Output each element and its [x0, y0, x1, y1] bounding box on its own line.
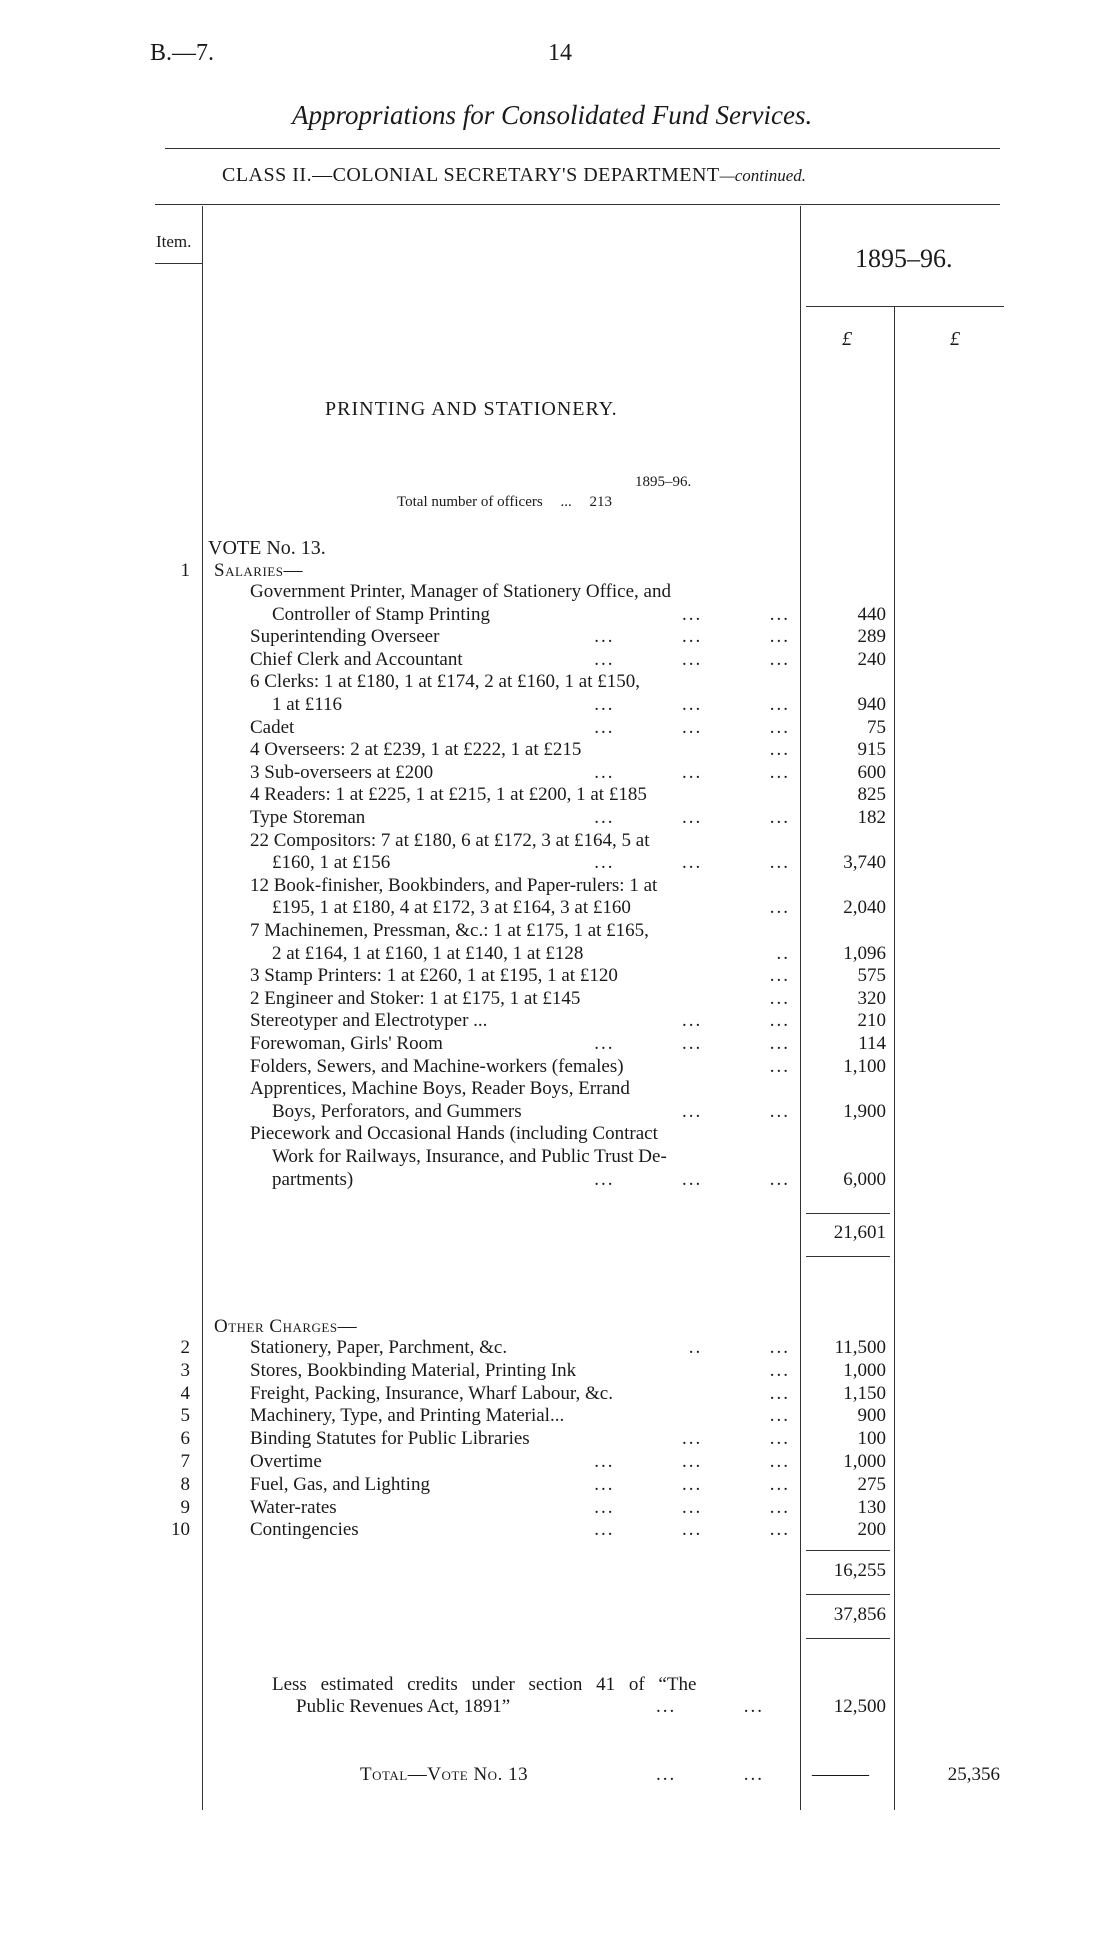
salary-line-text: 12 Book-finisher, Bookbinders, and Paper-rulers: 1 at: [250, 875, 658, 896]
credits-line-1: Less estimated credits under section 41 of “The: [272, 1674, 697, 1695]
salary-line-text: £160, 1 at £156: [272, 852, 391, 873]
salary-line-text: Government Printer, Manager of Stationery Office, and: [250, 581, 671, 602]
other-charges-heading: Other Charges—: [214, 1316, 358, 1337]
other-charge-item-number: 9: [180, 1497, 190, 1518]
item-column-header: Item.: [156, 232, 192, 251]
page-title: Appropriations for Consolidated Fund Services.: [292, 100, 813, 130]
officers-line: [397, 494, 612, 511]
other-charge-item-number: 6: [180, 1428, 190, 1449]
officers-label: Total number of officers: [397, 494, 543, 510]
salary-line-amount: 2,040: [843, 897, 886, 918]
salaries-subtotal-rule-under: [806, 1256, 890, 1257]
vote-heading: VOTE No. 13.: [208, 537, 326, 559]
salary-line-amount: 3,740: [843, 852, 886, 873]
salary-line-text: Work for Railways, Insurance, and Public Trust De-: [272, 1146, 667, 1167]
other-charge-item-number: 5: [180, 1405, 190, 1426]
other-charge-amount: 130: [857, 1497, 886, 1518]
other-charge-amount: 1,000: [843, 1451, 886, 1472]
salary-line-dots: ... ... ...: [594, 762, 790, 783]
gross-total: 37,856: [833, 1604, 886, 1625]
salary-line-text: 4 Overseers: 2 at £239, 1 at £222, 1 at £215: [250, 739, 582, 760]
salaries-subtotal: 21,601: [833, 1222, 886, 1243]
pound-column-left: £: [842, 328, 852, 350]
salary-line-amount: 1,100: [843, 1056, 886, 1077]
other-charge-text: Stationery, Paper, Parchment, &c.: [250, 1337, 508, 1358]
salary-line-amount: 210: [857, 1010, 886, 1031]
class-heading: [222, 164, 806, 187]
other-charge-text: Contingencies: [250, 1519, 359, 1540]
other-charge-dots: ...: [769, 1383, 790, 1404]
salary-line-dots: ... ... ...: [594, 852, 790, 873]
salary-line-amount: 940: [857, 694, 886, 715]
salary-line-amount: 75: [867, 717, 886, 738]
other-charge-text: Freight, Packing, Insurance, Wharf Labour, &c.: [250, 1383, 613, 1404]
officers-dots: ...: [560, 494, 572, 510]
other-charge-item-number: 3: [180, 1360, 190, 1381]
salary-line-dots: ... ... ...: [594, 1169, 790, 1190]
salary-line-dots: ... ... ...: [594, 717, 790, 738]
salary-line-text: Piecework and Occasional Hands (including Contract: [250, 1123, 658, 1144]
officers-year: 1895–96.: [635, 474, 692, 490]
salary-line-text: Forewoman, Girls' Room: [250, 1033, 443, 1054]
other-charge-text: Machinery, Type, and Printing Material...: [250, 1405, 565, 1426]
other-charge-item-number: 8: [180, 1474, 190, 1495]
salary-line-text: 2 Engineer and Stoker: 1 at £175, 1 at £145: [250, 988, 581, 1009]
credits-line-2: Public Revenues Act, 1891”: [296, 1696, 511, 1717]
salary-line-text: £195, 1 at £180, 4 at £172, 3 at £164, 3 at £160: [272, 897, 631, 918]
salaries-item-number: 1: [180, 560, 190, 581]
other-charge-text: Overtime: [250, 1451, 322, 1472]
salary-line-amount: 440: [857, 604, 886, 625]
salary-line-text: 22 Compositors: 7 at £180, 6 at £172, 3 at £164, 5 at: [250, 830, 650, 851]
salary-line-amount: 320: [857, 988, 886, 1009]
salary-line-dots: ...: [769, 965, 790, 986]
other-subtotal-rule: [806, 1550, 890, 1551]
page-number: 14: [548, 40, 572, 66]
salary-line-text: 1 at £116: [272, 694, 343, 715]
amount-column-left-rule: [800, 206, 801, 1810]
other-charge-item-number: 10: [171, 1519, 190, 1540]
gross-total-rule-under: [806, 1638, 890, 1639]
item-header-rule: [155, 263, 202, 264]
other-charge-dots: ... ... ...: [594, 1519, 790, 1540]
other-charge-item-number: 4: [180, 1383, 190, 1404]
total-dots: ... ...: [656, 1764, 764, 1785]
credits-amount: 12,500: [833, 1696, 886, 1717]
salaries-heading: Salaries—: [214, 560, 303, 581]
other-charge-amount: 1,000: [843, 1360, 886, 1381]
salary-line-amount: 114: [858, 1033, 886, 1054]
other-charge-dots: ... ... ...: [594, 1451, 790, 1472]
salary-line-dots: ... ... ...: [594, 694, 790, 715]
salary-line-dots: ... ...: [682, 604, 790, 625]
salary-line-dots: ... ... ...: [594, 649, 790, 670]
salary-line-amount: 182: [857, 807, 886, 828]
salary-line-text: Superintending Overseer: [250, 626, 440, 647]
total-amount: 25,356: [947, 1764, 1000, 1785]
salary-line-dots: ... ...: [682, 1101, 790, 1122]
salary-line-amount: 1,900: [843, 1101, 886, 1122]
other-charge-amount: 11,500: [834, 1337, 886, 1358]
salary-line-text: 3 Sub-overseers at £200: [250, 762, 434, 783]
other-charge-dots: ... ... ...: [594, 1497, 790, 1518]
other-charge-dots: .. ...: [688, 1337, 790, 1358]
salary-line-amount: 6,000: [843, 1169, 886, 1190]
other-charge-amount: 275: [857, 1474, 886, 1495]
salary-line-amount: 240: [857, 649, 886, 670]
other-charge-text: Fuel, Gas, and Lighting: [250, 1474, 430, 1495]
other-charge-dots: ... ... ...: [594, 1474, 790, 1495]
total-label: Total—Vote No. 13: [360, 1764, 529, 1785]
salary-line-dots: ..: [776, 943, 790, 964]
salary-line-text: Type Storeman: [250, 807, 366, 828]
salary-line-text: Cadet: [250, 717, 295, 738]
salary-line-text: 3 Stamp Printers: 1 at £260, 1 at £195, 1 at £120: [250, 965, 618, 986]
salary-line-text: Boys, Perforators, and Gummers: [272, 1101, 522, 1122]
class-heading-text: CLASS II.—COLONIAL SECRETARY'S DEPARTMENT: [222, 164, 720, 186]
salaries-subtotal-rule: [806, 1213, 890, 1214]
salary-line-text: partments): [272, 1169, 354, 1190]
other-charge-text: Stores, Bookbinding Material, Printing Ink: [250, 1360, 577, 1381]
salary-line-text: Chief Clerk and Accountant: [250, 649, 463, 670]
year-column-header: 1895–96.: [855, 244, 953, 273]
amount-column-middle-rule: [894, 306, 895, 1810]
salary-line-amount: 600: [857, 762, 886, 783]
other-charge-dots: ... ...: [682, 1428, 790, 1449]
salary-line-text: 6 Clerks: 1 at £180, 1 at £174, 2 at £160, 1 at £150,: [250, 671, 640, 692]
other-charge-amount: 900: [857, 1405, 886, 1426]
salary-line-dots: ...: [769, 897, 790, 918]
other-charges-subtotal: 16,255: [833, 1560, 886, 1581]
other-charge-item-number: 7: [180, 1451, 190, 1472]
class-heading-continued: —continued.: [719, 166, 807, 185]
document-ref: B.—7.: [150, 40, 215, 66]
other-charge-dots: ...: [769, 1360, 790, 1381]
header-rule-top: [165, 148, 1000, 149]
salary-line-text: 2 at £164, 1 at £160, 1 at £140, 1 at £128: [272, 943, 584, 964]
salary-line-text: Apprentices, Machine Boys, Reader Boys, Errand: [250, 1078, 630, 1099]
pound-column-right: £: [950, 328, 960, 350]
salary-line-dots: ... ...: [682, 1010, 790, 1031]
salary-line-dots: ...: [769, 739, 790, 760]
salary-line-dots: ...: [769, 988, 790, 1009]
credits-dots: ... ...: [656, 1696, 764, 1717]
section-title: PRINTING AND STATIONERY.: [325, 398, 618, 420]
salary-line-amount: 289: [857, 626, 886, 647]
salary-line-text: 7 Machinemen, Pressman, &c.: 1 at £175, 1 at £165,: [250, 920, 649, 941]
salary-line-text: Folders, Sewers, and Machine-workers (females): [250, 1056, 624, 1077]
year-header-rule: [806, 306, 1004, 307]
salary-line-dots: ... ... ...: [594, 807, 790, 828]
salary-line-amount: 1,096: [843, 943, 886, 964]
salary-line-text: Stereotyper and Electrotyper ...: [250, 1010, 488, 1031]
other-charge-amount: 1,150: [843, 1383, 886, 1404]
salary-line-dots: ... ... ...: [594, 1033, 790, 1054]
salary-line-dots: ...: [769, 1056, 790, 1077]
officers-count: 213: [589, 494, 612, 510]
other-charge-text: Water-rates: [250, 1497, 337, 1518]
gross-total-rule: [806, 1594, 890, 1595]
header-rule-bottom: [155, 204, 1000, 205]
other-charge-amount: 100: [857, 1428, 886, 1449]
salary-line-dots: ... ... ...: [594, 626, 790, 647]
salary-line-text: Controller of Stamp Printing: [272, 604, 490, 625]
salary-line-amount: 915: [857, 739, 886, 760]
total-dash: ———: [812, 1764, 869, 1785]
other-charge-text: Binding Statutes for Public Libraries: [250, 1428, 530, 1449]
other-charge-dots: ...: [769, 1405, 790, 1426]
salary-line-amount: 825: [857, 784, 886, 805]
other-charge-amount: 200: [857, 1519, 886, 1540]
other-charge-item-number: 2: [180, 1337, 190, 1358]
item-column-rule: [202, 206, 203, 1810]
salary-line-text: 4 Readers: 1 at £225, 1 at £215, 1 at £200, 1 at £185: [250, 784, 647, 805]
salary-line-amount: 575: [857, 965, 886, 986]
